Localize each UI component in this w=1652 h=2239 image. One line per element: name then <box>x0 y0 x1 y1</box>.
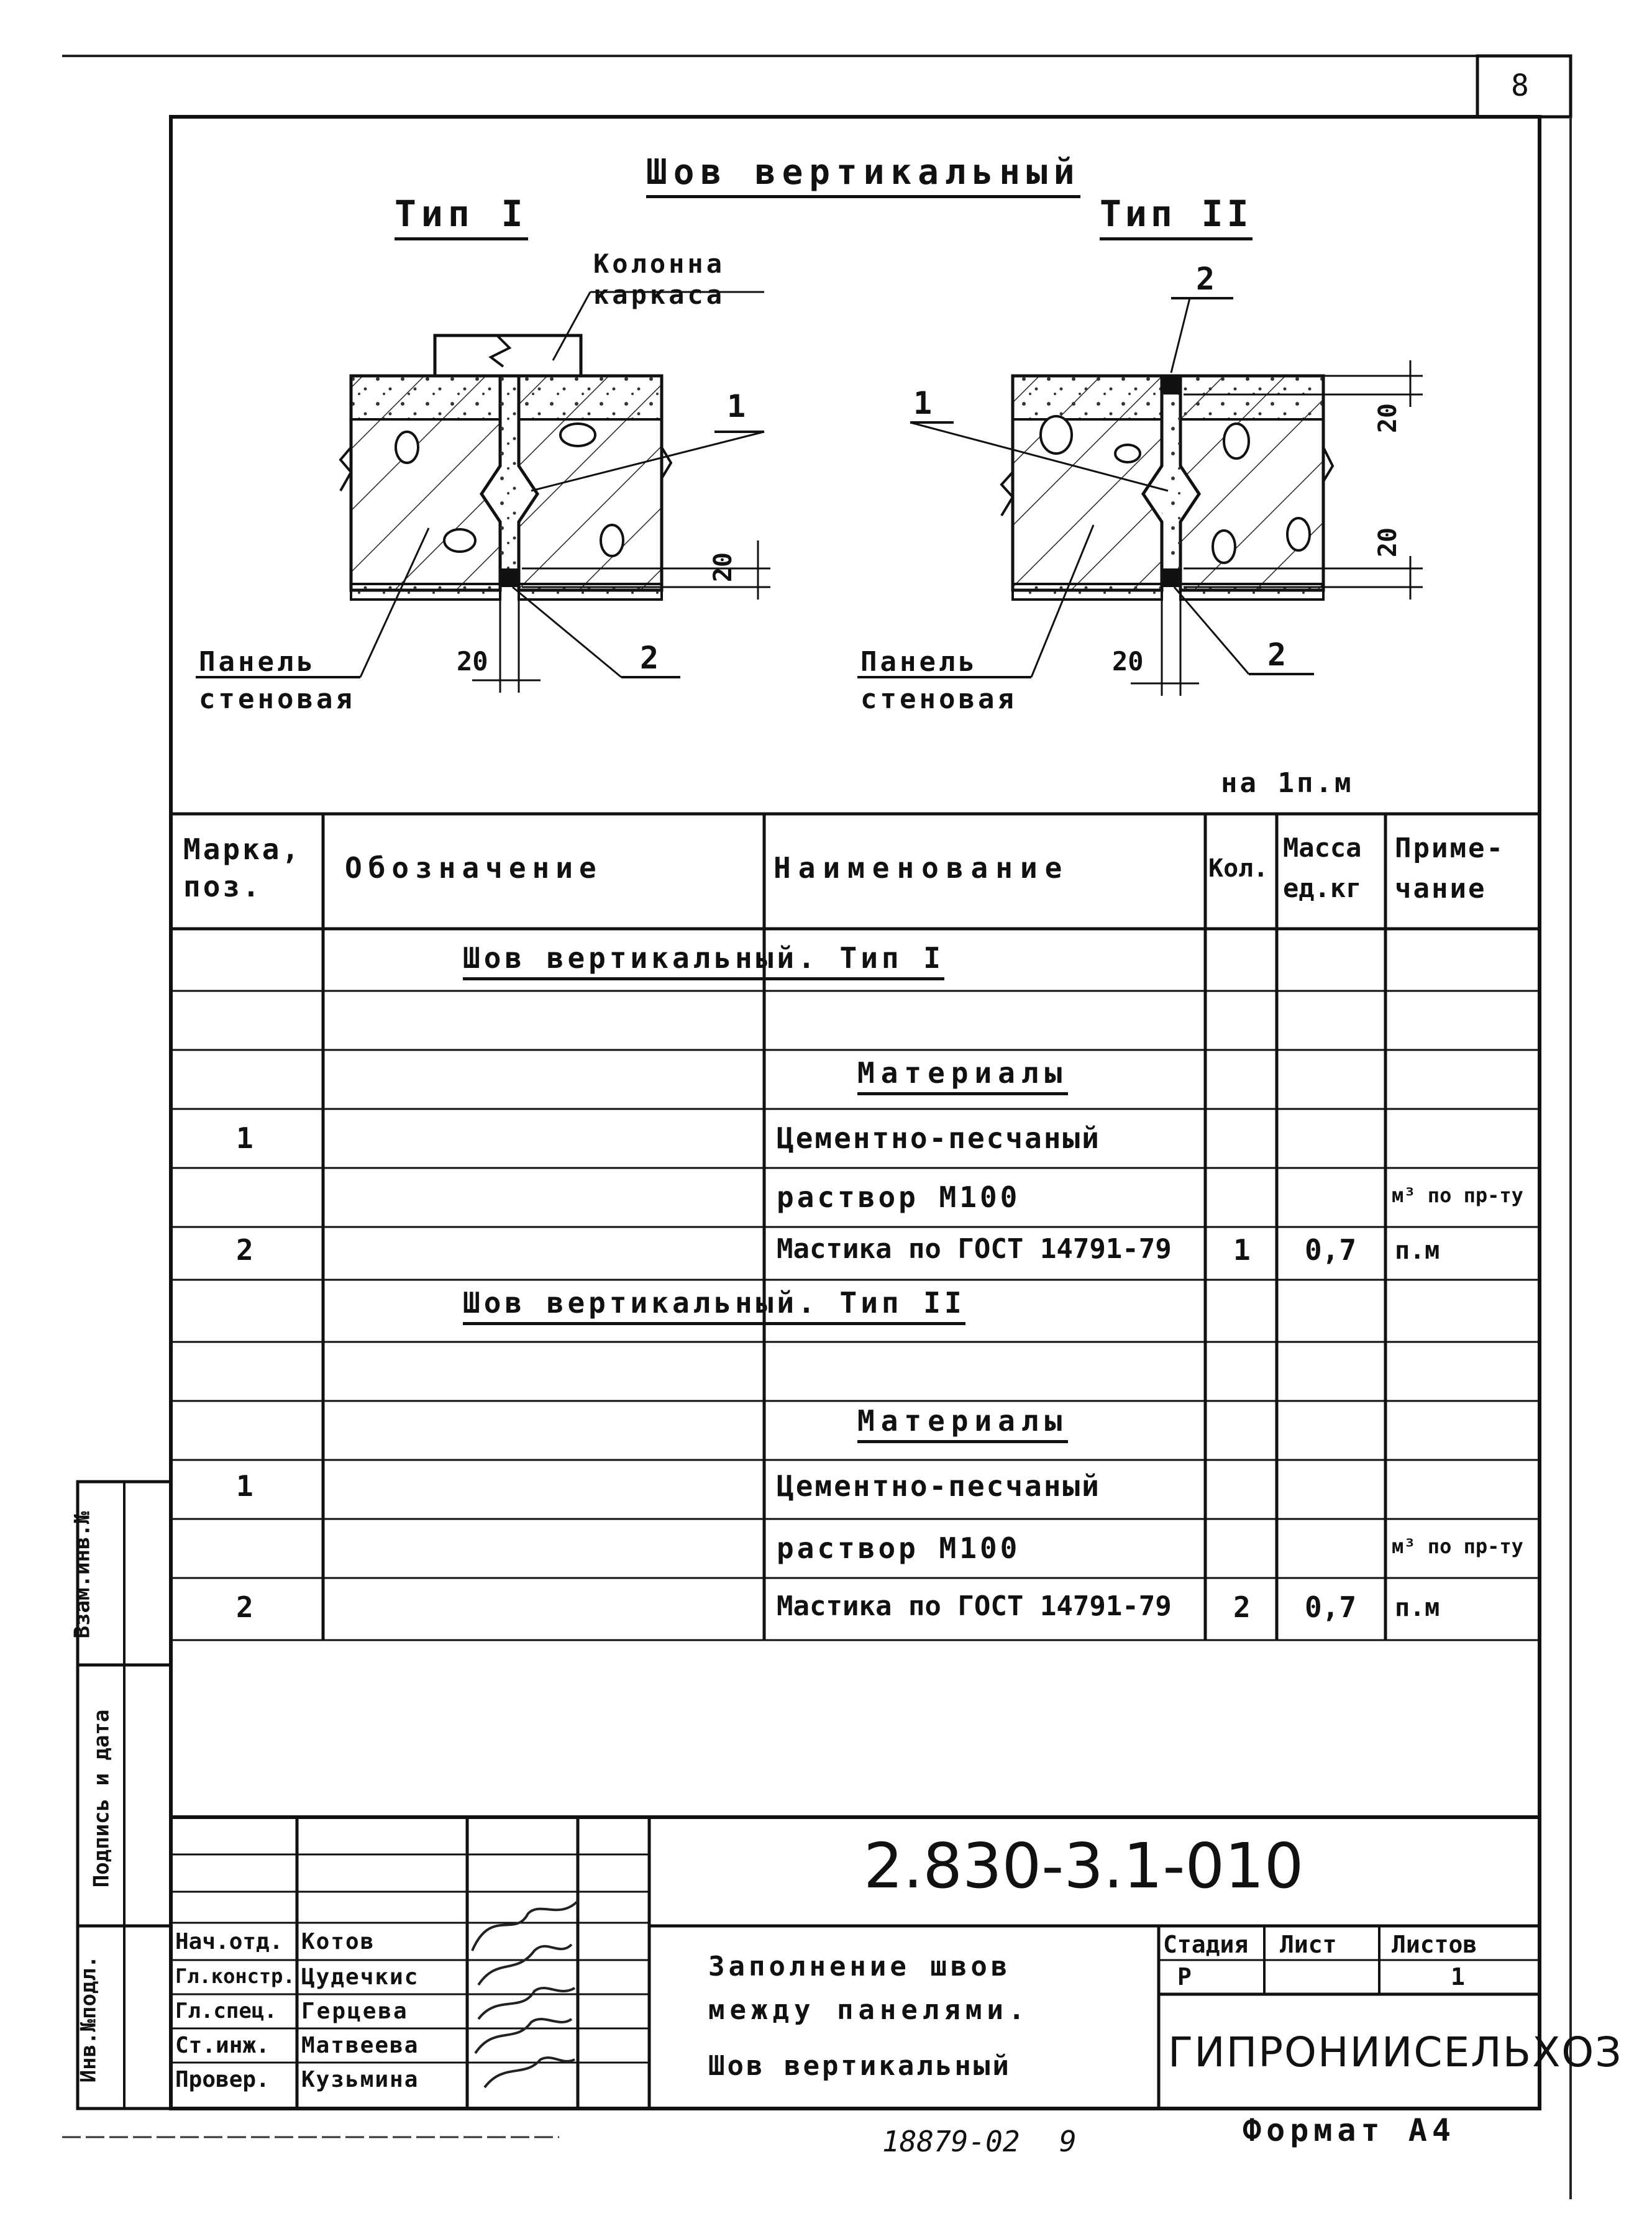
header-name: Наименование <box>774 851 1070 885</box>
sheet-number: 8 <box>1511 68 1529 103</box>
header-qty: Кол. <box>1208 854 1269 883</box>
s2-row3-qty: 2 <box>1233 1590 1251 1624</box>
type1-leader-1: 1 <box>727 388 746 424</box>
type2-panel-label-1: Панель <box>860 646 978 678</box>
type2-dim-vertical-top: 20 <box>1374 403 1403 434</box>
organization-name: ГИПРОНИИСЕЛЬХОЗ <box>1168 2028 1623 2076</box>
drawing-title: Шов вертикальный <box>646 152 1080 198</box>
stage-label: Стадия <box>1163 1931 1249 1958</box>
s1-row3-mark: 2 <box>236 1233 253 1267</box>
type1-dim-vertical: 20 <box>709 552 738 583</box>
description-line-1: Заполнение швов <box>708 1951 1011 1982</box>
s2-row1-mark: 1 <box>236 1469 253 1503</box>
s1-row1-name: Цементно-песчаный <box>777 1121 1101 1155</box>
sheet-label: Лист <box>1280 1931 1337 1958</box>
type2-leader-2-bottom: 2 <box>1267 637 1287 673</box>
header-note-1: Приме- <box>1395 832 1505 864</box>
type1-dim-horizontal: 20 <box>457 646 488 677</box>
s1-row1-mark: 1 <box>236 1121 253 1155</box>
s2-row3-note: п.м <box>1395 1594 1440 1622</box>
sig-role-0: Нач.отд. <box>175 1929 283 1954</box>
sig-name-1: Цудечкис <box>301 1964 419 1990</box>
s2-row2-name: раствор М100 <box>777 1531 1021 1565</box>
description-line-2: между панелями. <box>708 1994 1030 2026</box>
sig-name-2: Герцева <box>301 1999 409 2024</box>
type1-heading: Тип I <box>395 193 528 240</box>
header-mark-2: поз. <box>183 870 262 903</box>
header-designation: Обозначение <box>345 851 603 885</box>
description-line-3: Шов вертикальный <box>708 2050 1011 2082</box>
side-stamp-inv-exchange: Взам.инв.№ <box>70 1511 95 1639</box>
s2-row2-note: м³ по пр-ту <box>1392 1534 1523 1558</box>
sig-role-1: Гл.констр. <box>175 1964 295 1988</box>
section2-materials: Материалы <box>857 1404 1068 1443</box>
type2-leader-1: 1 <box>913 385 933 421</box>
sig-name-0: Котов <box>301 1929 375 1954</box>
sheets-label: Листов <box>1392 1931 1477 1958</box>
type1-column-label-2: каркаса <box>593 280 726 310</box>
side-stamp-inv-orig: Инв.№подл. <box>76 1955 101 2083</box>
sig-role-3: Ст.инж. <box>175 2033 270 2058</box>
per-unit-note: на 1п.м <box>1221 767 1354 799</box>
section2-title: Шов вертикальный. Тип II <box>463 1286 965 1325</box>
s2-row1-name: Цементно-песчаный <box>777 1469 1101 1503</box>
document-code: 2.830-3.1-010 <box>864 1830 1304 1902</box>
s1-row2-note: м³ по пр-ту <box>1392 1183 1523 1207</box>
signature-scribbles <box>472 1901 578 2087</box>
type2-dim-horizontal: 20 <box>1112 646 1144 677</box>
header-mass-1: Масса <box>1283 832 1362 863</box>
header-mass-2: ед.кг <box>1283 873 1362 903</box>
type2-dim-vertical-bottom: 20 <box>1374 527 1403 558</box>
section1-title: Шов вертикальный. Тип I <box>463 941 944 980</box>
side-stamp-sign-date: Подпись и дата <box>89 1709 114 1888</box>
s1-row3-name: Мастика по ГОСТ 14791-79 <box>777 1233 1172 1265</box>
header-note-2: чание <box>1395 873 1487 905</box>
type1-column-label-1: Колонна <box>593 249 726 279</box>
s2-row3-mass: 0,7 <box>1305 1590 1357 1624</box>
type1-detail <box>196 292 770 693</box>
sig-role-2: Гл.спец. <box>175 1999 277 2023</box>
paper-format: Формат А4 <box>1243 2112 1456 2148</box>
sig-role-4: Провер. <box>175 2067 270 2092</box>
type2-heading: Тип II <box>1100 193 1253 240</box>
copy-code: 18879-02 <box>882 2125 1020 2158</box>
type1-leader-2: 2 <box>640 640 659 676</box>
sig-name-4: Кузьмина <box>301 2067 419 2092</box>
sheets-value: 1 <box>1451 1963 1465 1990</box>
type2-leader-2-top: 2 <box>1196 261 1215 297</box>
s2-row3-name: Мастика по ГОСТ 14791-79 <box>777 1590 1172 1622</box>
s1-row3-qty: 1 <box>1233 1233 1251 1267</box>
section1-materials: Материалы <box>857 1056 1068 1095</box>
header-mark-1: Марка, <box>183 832 302 866</box>
sig-name-3: Матвеева <box>301 2033 419 2058</box>
type1-panel-label-2: стеновая <box>199 683 355 715</box>
type1-panel-label-1: Панель <box>199 646 316 678</box>
s2-row3-mark: 2 <box>236 1590 253 1624</box>
s1-row2-name: раствор М100 <box>777 1180 1021 1214</box>
stage-value: Р <box>1177 1963 1192 1990</box>
type2-panel-label-2: стеновая <box>860 683 1017 715</box>
s1-row3-note: п.м <box>1395 1236 1440 1265</box>
type2-detail <box>857 298 1423 696</box>
s1-row3-mass: 0,7 <box>1305 1233 1357 1267</box>
copy-page: 9 <box>1059 2125 1077 2158</box>
